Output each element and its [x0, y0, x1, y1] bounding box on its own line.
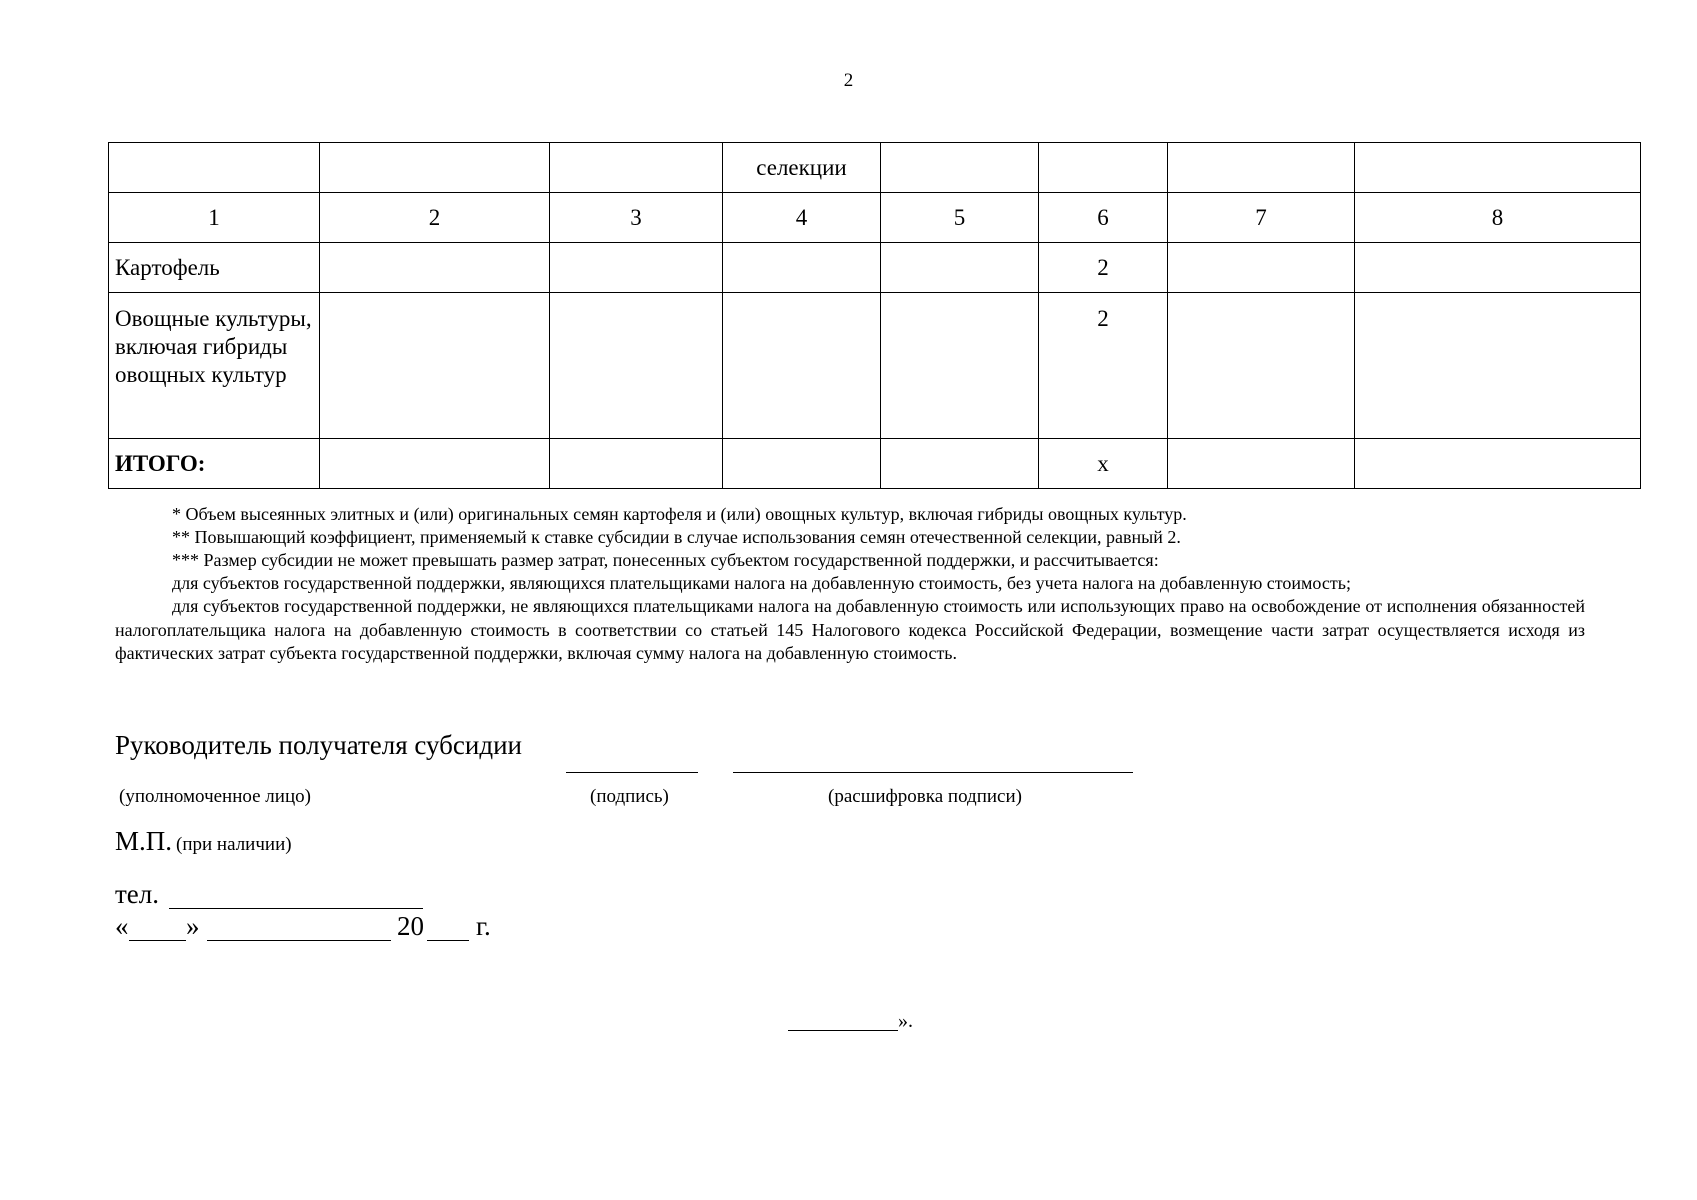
total-row: [109, 439, 1641, 489]
signature-decode-line: [733, 772, 1133, 773]
phone-label: тел.: [115, 879, 160, 909]
column-number: 4: [723, 193, 881, 243]
row-label: Картофель: [109, 243, 320, 293]
closing-quote: ».: [898, 1010, 913, 1032]
date-close-quote: »: [186, 911, 200, 941]
table-row: [109, 243, 1641, 293]
column-number: 3: [550, 193, 723, 243]
phone-line: [169, 908, 423, 909]
page-number: 2: [843, 70, 854, 91]
column-number: 6: [1039, 193, 1168, 243]
date-year-suffix: г.: [476, 911, 491, 941]
footnote-3: *** Размер субсидии не может превышать размер затрат, понесенных субъектом государственной поддержки, и рассчитывается:: [172, 550, 1159, 570]
coefficient-cell: х: [1039, 439, 1168, 489]
footnote-non-vat-payers: для субъектов государственной поддержки, не являющихся плательщиками налога на добавленную стоимость или использующих право на освобождение от исполнения обязанностей налогоплательщика налога на добавленную стоимость в соответствии со статьей 145 Налогового кодекса Российской Федерации, возмещение части затрат осуществляется исходя из фактических затрат субъекта государственной поддержки, включая сумму налога на добавленную стоимость.: [115, 596, 1585, 663]
column-number: 5: [881, 193, 1039, 243]
row-label: Овощные культуры, включая гибриды овощных культур: [109, 293, 320, 439]
stamp-line: [115, 826, 292, 857]
date-year-prefix: 20: [397, 911, 424, 941]
total-label: ИТОГО:: [109, 439, 320, 489]
footnote-vat-payers: для субъектов государственной поддержки, являющихся плательщиками налога на добавленную стоимость, без учета налога на добавленную стоимость;: [172, 573, 1351, 593]
signature-title: Руководитель получателя субсидии: [115, 730, 522, 760]
column-number: 1: [109, 193, 320, 243]
caption-authorized-person: (уполномоченное лицо): [119, 786, 311, 807]
date-month-line: [207, 940, 391, 941]
column-number: 8: [1355, 193, 1641, 243]
column-number: 7: [1168, 193, 1355, 243]
date-day-line: [129, 940, 186, 941]
subsidy-table: [108, 142, 1641, 489]
closing-line: [788, 1030, 898, 1031]
stamp-label: М.П.: [115, 826, 173, 856]
header-cell-selection: селекции: [723, 143, 881, 193]
stamp-note: (при наличии): [176, 834, 292, 855]
date-year-line: [427, 940, 469, 941]
signature-line: [566, 772, 698, 773]
column-number: 2: [320, 193, 550, 243]
date-open-quote: «: [115, 911, 129, 941]
footnote-1: * Объем высеянных элитных и (или) оригинальных семян картофеля и (или) овощных культур, включая гибриды овощных культур.: [172, 504, 1187, 524]
column-number-row: [109, 193, 1641, 243]
table-row: [109, 293, 1641, 439]
coefficient-cell: 2: [1039, 243, 1168, 293]
table-header-row-fragment: [109, 143, 1641, 193]
caption-signature-decode: (расшифровка подписи): [828, 786, 1022, 807]
footnote-2: ** Повышающий коэффициент, применяемый к ставке субсидии в случае использования семян отечественной селекции, равный 2.: [172, 527, 1181, 547]
caption-signature: (подпись): [590, 786, 669, 807]
coefficient-cell: 2: [1039, 293, 1168, 439]
